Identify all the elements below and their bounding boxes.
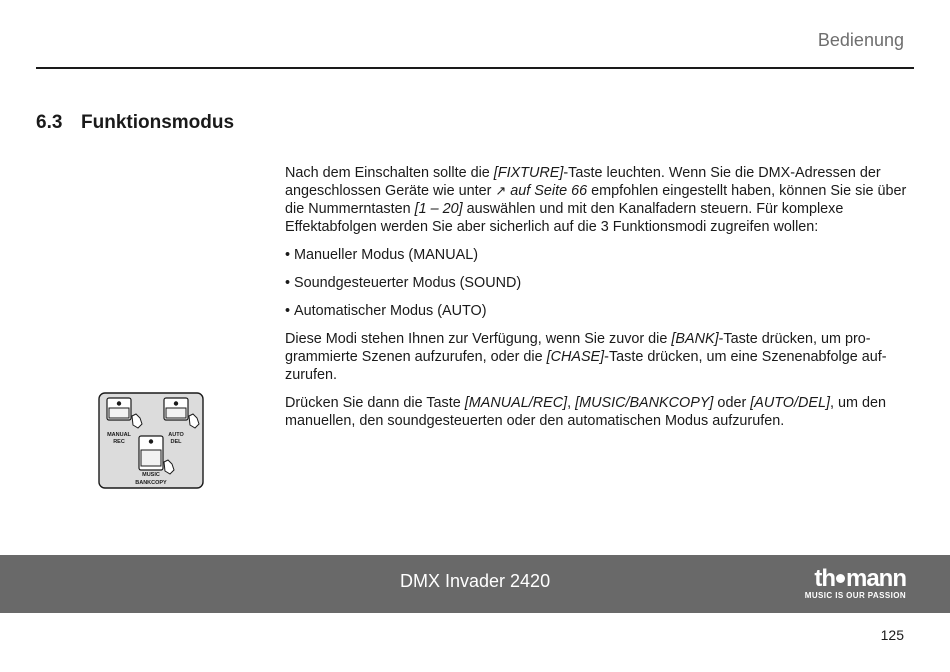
section-title: Funktionsmodus: [81, 112, 235, 133]
text-run: -Taste drücken, um programmierte Szenen aufzurufen, oder die: [285, 331, 871, 365]
logo-text-right: mann: [845, 565, 906, 592]
logo-text-left: th: [814, 565, 835, 592]
bank-key-ref: [BANK]: [671, 331, 719, 347]
led-indicator-icon: [174, 401, 178, 405]
text-run: oder: [713, 395, 751, 411]
text-run: Nach dem Einschalten sollte die: [285, 165, 494, 181]
text-run: -Taste drücken, um eine Szenenabfolge aufzurufen.: [285, 349, 887, 383]
chase-key-ref: [CHASE]: [546, 349, 605, 365]
text-run: Drücken Sie dann die Taste: [285, 395, 465, 411]
manual-label: MANUAL: [107, 432, 131, 438]
text-run: ,: [567, 395, 576, 411]
logo-wordmark: [788, 567, 906, 591]
logo-dot-icon: [836, 574, 845, 583]
product-name: DMX Invader 2420: [400, 571, 551, 591]
music-bankcopy-key-ref: [MUSIC/BANKCOPY]: [575, 395, 714, 411]
text-run: Diese Modi stehen Ihnen zur Verfügung, wenn Sie zuvor die: [285, 331, 672, 347]
text-run: empfohlen eingestellt haben, können Sie sie über die Nummerntasten: [285, 183, 907, 217]
body-text: [285, 164, 910, 440]
press-paragraph: [285, 394, 910, 430]
text-run: , um den manuellen, den soundgesteuerten oder den automatischen Modus aufzurufen.: [285, 395, 886, 429]
fixture-key-ref: [FIXTURE]: [493, 165, 564, 181]
intro-paragraph: [285, 164, 910, 236]
text-run: auswählen und mit den Kanalfadern steuern. Für komplexe Effektabfolgen werden Sie aber sicherlich auf die 3 Funktionsmodi zugreifen wollen:: [285, 201, 844, 235]
bankcopy-label: BANKCOPY: [135, 480, 167, 486]
led-indicator-icon: [149, 439, 153, 443]
cross-reference-icon: ↗: [495, 183, 507, 198]
logo-tagline: MUSIC IS OUR PASSION: [804, 591, 906, 600]
rec-label: REC: [113, 439, 125, 445]
bullet-item-auto: • Automatischer Modus (AUTO): [285, 302, 910, 320]
control-panel-illustration: [98, 392, 204, 489]
bullet-item-sound: • Soundgesteuerter Modus (SOUND): [285, 274, 910, 292]
page-reference-link[interactable]: auf Seite 66: [510, 183, 588, 199]
header-divider: [36, 67, 914, 69]
section-heading: [36, 112, 234, 134]
manual-rec-key-ref: [MANUAL/REC]: [464, 395, 568, 411]
modes-paragraph: [285, 330, 910, 384]
del-label: DEL: [170, 439, 182, 445]
footer-band: [0, 555, 950, 613]
led-indicator-icon: [117, 401, 121, 405]
bullet-item-manual: • Manueller Modus (MANUAL): [285, 246, 910, 264]
section-number: 6.3: [36, 112, 63, 133]
text-run: -Taste leuchten. Wenn Sie die DMX-Adressen der angeschlossen Geräte wie unter: [285, 165, 881, 199]
auto-label: AUTO: [168, 432, 184, 438]
section-label: Bedienung: [817, 30, 904, 50]
music-label: MUSIC: [142, 472, 160, 478]
auto-del-key-ref: [AUTO/DEL]: [750, 395, 830, 411]
number-keys-ref: [1 – 20]: [414, 201, 463, 217]
page-number: 125: [880, 627, 904, 643]
thomann-logo: [788, 567, 906, 603]
